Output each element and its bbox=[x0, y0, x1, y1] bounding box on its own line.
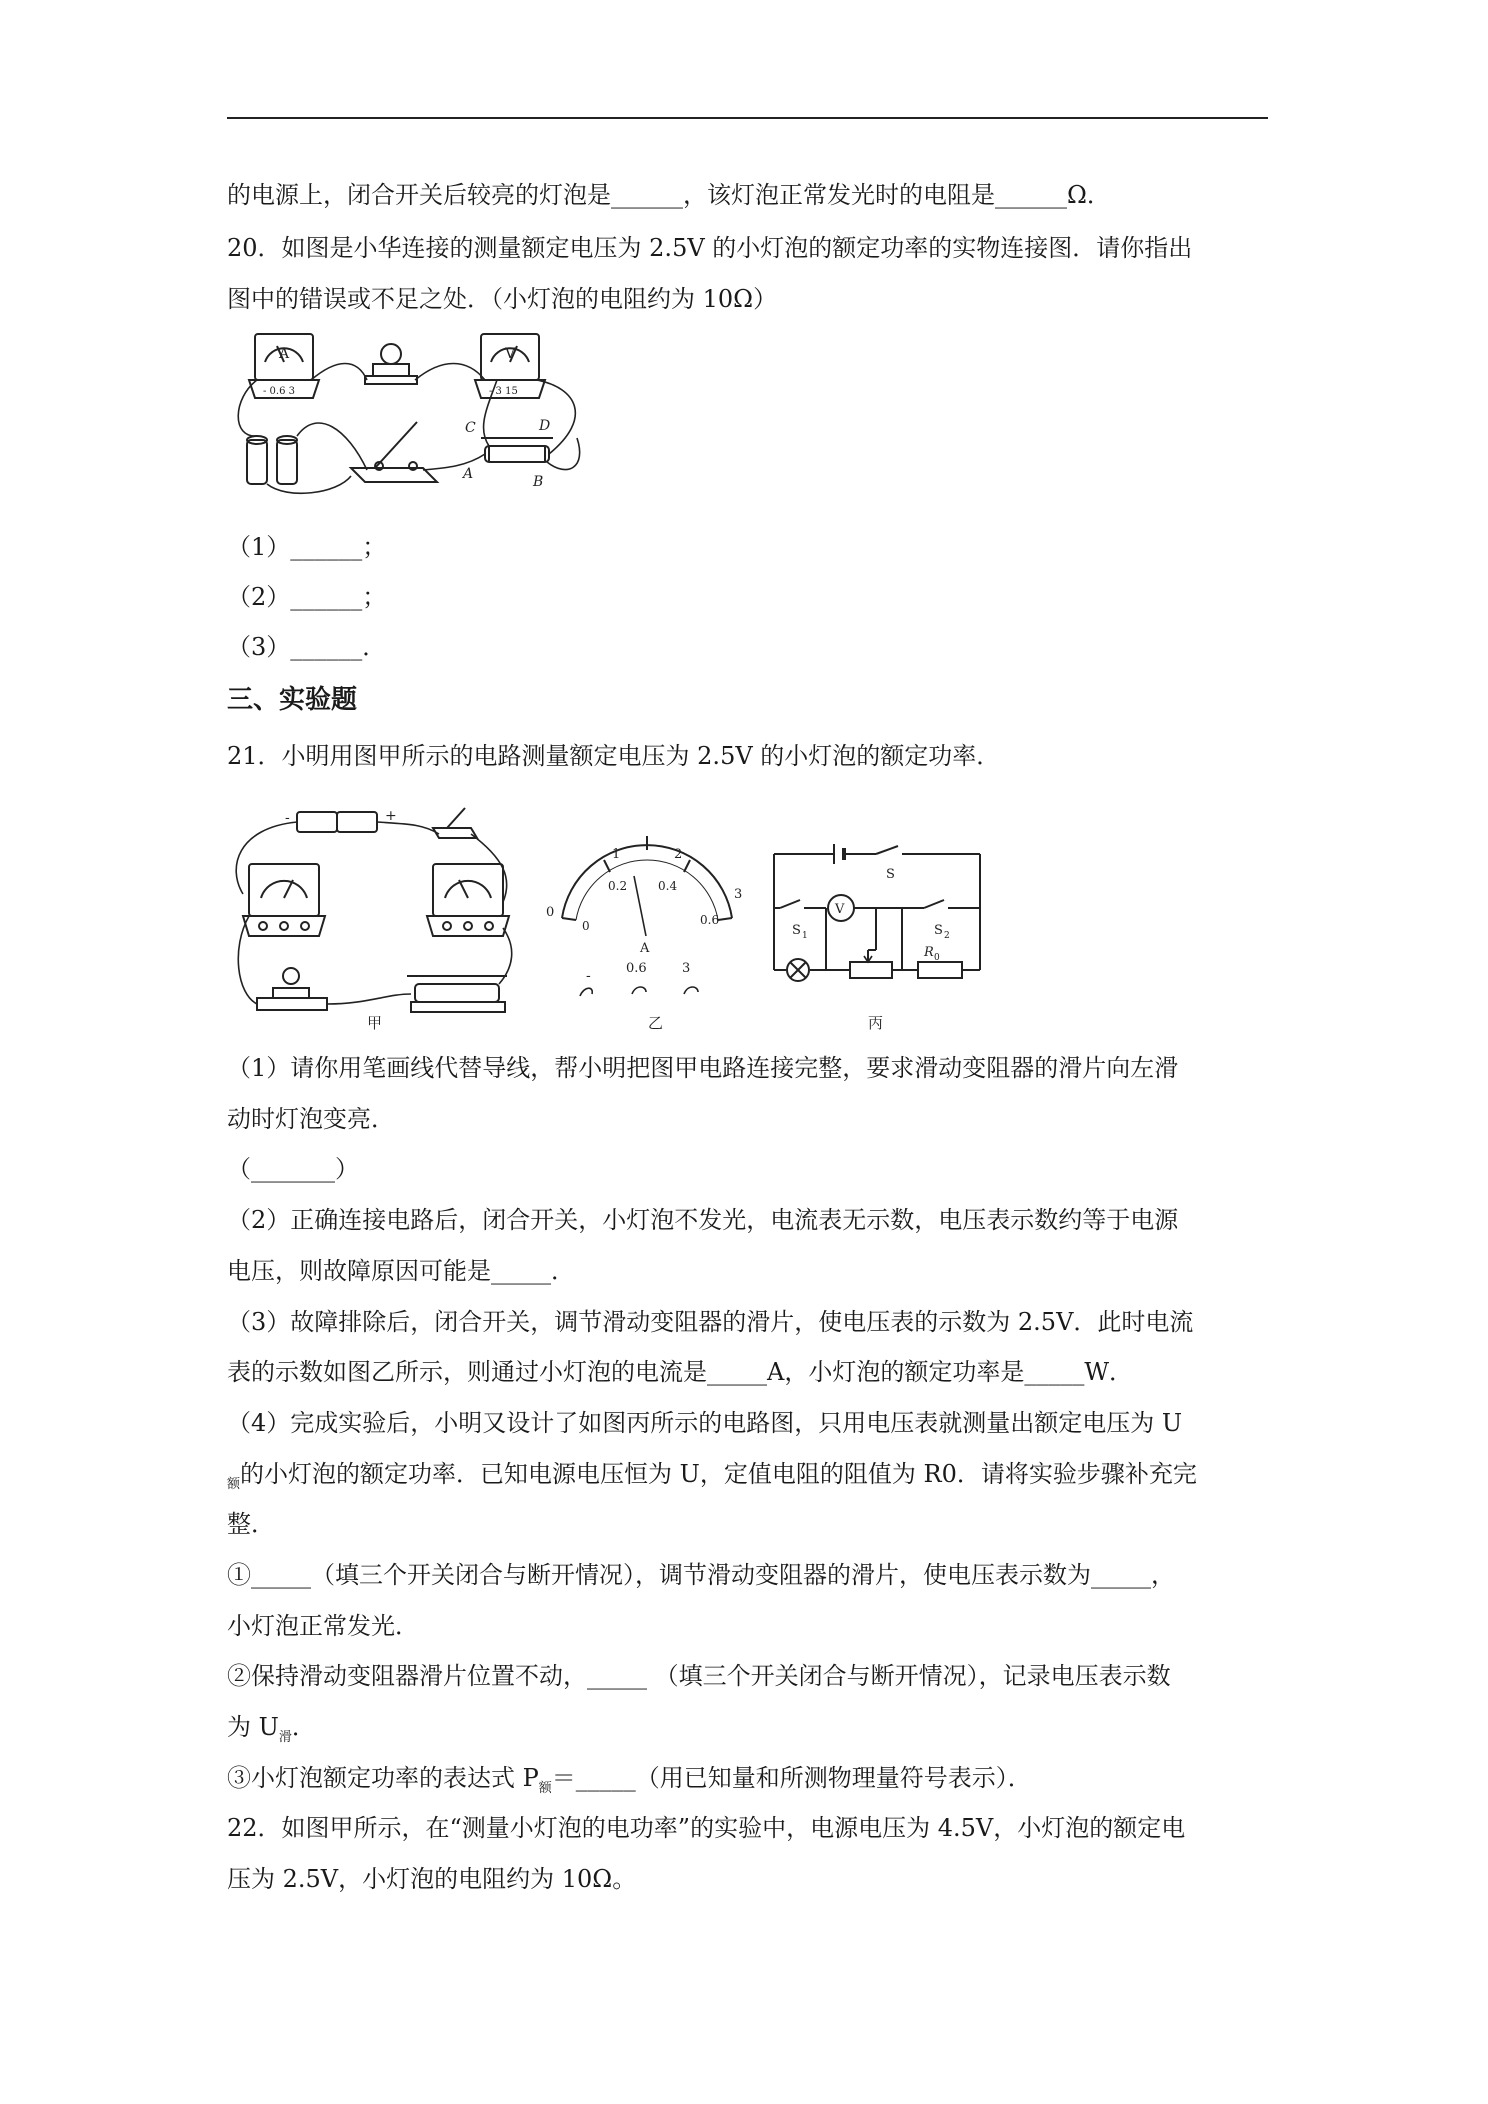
caption-yi: 乙 bbox=[648, 1014, 664, 1032]
switch-s1: S bbox=[792, 923, 801, 938]
step-2: ②保持滑动变阻器滑片位置不动，_____ （填三个开关闭合与断开情况），记录电压表示数 bbox=[227, 1662, 1171, 1690]
terminal-minus: - bbox=[586, 968, 591, 984]
battery-plus: + bbox=[385, 808, 397, 824]
caption-bing: 丙 bbox=[868, 1014, 884, 1032]
sub-question-1: （1）请你用笔画线代替导线，帮小明把图甲电路连接完整，要求滑动变阻器的滑片向左滑 bbox=[227, 1054, 1179, 1082]
subscript-e: 额 bbox=[227, 1477, 241, 1492]
scale-big-0: 0 bbox=[546, 905, 555, 920]
step-1: ①_____（填三个开关闭合与断开情况），调节滑动变阻器的滑片，使电压表示数为_____， bbox=[227, 1561, 1175, 1589]
switch-s2-index: 2 bbox=[944, 931, 950, 941]
sub-question-4: （4）完成实验后，小明又设计了如图丙所示的电路图，只用电压表就测量出额定电压为 U bbox=[227, 1409, 1183, 1437]
step-3 bbox=[227, 1763, 1032, 1804]
ammeter-label: A bbox=[279, 346, 290, 362]
terminal-3: 3 bbox=[682, 961, 691, 976]
question-20: 20．如图是小华连接的测量额定电压为 2.5V 的小灯泡的额定功率的实物连接图．请你指出 bbox=[227, 234, 1193, 262]
resistor-r0: R bbox=[924, 945, 934, 960]
voltmeter-symbol: V bbox=[835, 902, 845, 917]
caption-jia: 甲 bbox=[367, 1014, 383, 1032]
text-line: 的电源上，闭合开关后较亮的灯泡是______，该灯泡正常发光时的电阻是______Ω． bbox=[227, 181, 1111, 209]
figure-21-yi bbox=[546, 836, 748, 1032]
scale-small-0: 0 bbox=[582, 919, 590, 933]
terminal-0.6: 0.6 bbox=[626, 961, 647, 976]
text-line: 图中的错误或不足之处．（小灯泡的电阻约为 10Ω） bbox=[227, 285, 778, 313]
figure-20-circuit bbox=[227, 318, 595, 500]
text-line: 小灯泡正常发光． bbox=[227, 1612, 419, 1640]
terminal-b: B bbox=[533, 474, 544, 490]
voltmeter-label: V bbox=[505, 346, 516, 362]
blank-3: （3）______． bbox=[227, 633, 387, 661]
switch-s2: S bbox=[934, 923, 943, 938]
blank-2: （2）______； bbox=[227, 583, 387, 611]
blank-1: （1）______； bbox=[227, 533, 387, 561]
text-line: 表的示数如图乙所示，则通过小灯泡的电流是_____A，小灯泡的额定功率是_____W． bbox=[227, 1358, 1133, 1386]
switch-s: S bbox=[886, 867, 895, 882]
text-line: 压为 2.5V，小灯泡的电阻约为 10Ω。 bbox=[227, 1865, 637, 1893]
question-21: 21．小明用图甲所示的电路测量额定电压为 2.5V 的小灯泡的额定功率． bbox=[227, 742, 1001, 770]
text-line: 整． bbox=[227, 1510, 275, 1538]
scale-big-2: 2 bbox=[674, 847, 683, 862]
scale-small-0.4: 0.4 bbox=[658, 879, 678, 893]
scale-big-3: 3 bbox=[734, 887, 743, 902]
switch-s1-index: 1 bbox=[802, 931, 808, 941]
sub-question-3: （3）故障排除后，闭合开关，调节滑动变阻器的滑片，使电压表的示数为 2.5V．此时电流 bbox=[227, 1308, 1194, 1336]
figure-21-bing bbox=[768, 838, 988, 1032]
figure-21-jia bbox=[227, 798, 521, 1032]
sub-question-2: （2）正确连接电路后，闭合开关，小灯泡不发光，电流表无示数，电压表示数约等于电源 bbox=[227, 1206, 1179, 1234]
text-line-tail: ＝_____（用已知量和所测物理量符号表示）． bbox=[551, 1764, 1032, 1792]
subscript-h: 滑 bbox=[278, 1730, 292, 1745]
scale-small-0.6: 0.6 bbox=[700, 913, 720, 927]
voltmeter-terminals: - 3 15 bbox=[489, 386, 518, 397]
section-title: 三、实验题 bbox=[227, 685, 358, 715]
scale-big-1: 1 bbox=[612, 847, 621, 862]
question-22: 22．如图甲所示，在“测量小灯泡的电功率”的实验中，电源电压为 4.5V，小灯泡的额定电 bbox=[227, 1814, 1186, 1842]
answer-blank: （_______） bbox=[227, 1155, 359, 1183]
subscript-e: 额 bbox=[538, 1781, 552, 1796]
terminal-d: D bbox=[539, 418, 551, 434]
terminal-a: A bbox=[463, 466, 474, 482]
text-line: 为 $U_滑$． bbox=[227, 1713, 316, 1745]
text-line-body: 的小灯泡的额定功率．已知电源电压恒为 U，定值电阻的阻值为 R0．请将实验步骤补充完 bbox=[240, 1460, 1197, 1488]
text-line bbox=[227, 1459, 1197, 1500]
header-rule bbox=[227, 117, 1268, 119]
text-line-body: ③小灯泡额定功率的表达式 P bbox=[227, 1764, 539, 1792]
text-line: 电压，则故障原因可能是_____． bbox=[227, 1257, 575, 1285]
scale-small-0.2: 0.2 bbox=[608, 879, 628, 893]
ammeter-terminals: - 0.6 3 bbox=[263, 386, 296, 397]
unit-label: A bbox=[640, 941, 650, 956]
text-line-body: 为 U bbox=[227, 1713, 279, 1741]
terminal-c: C bbox=[465, 420, 476, 436]
resistor-r0-index: 0 bbox=[934, 953, 940, 963]
text-line: 动时灯泡变亮． bbox=[227, 1105, 395, 1133]
battery-minus: - bbox=[285, 810, 290, 826]
